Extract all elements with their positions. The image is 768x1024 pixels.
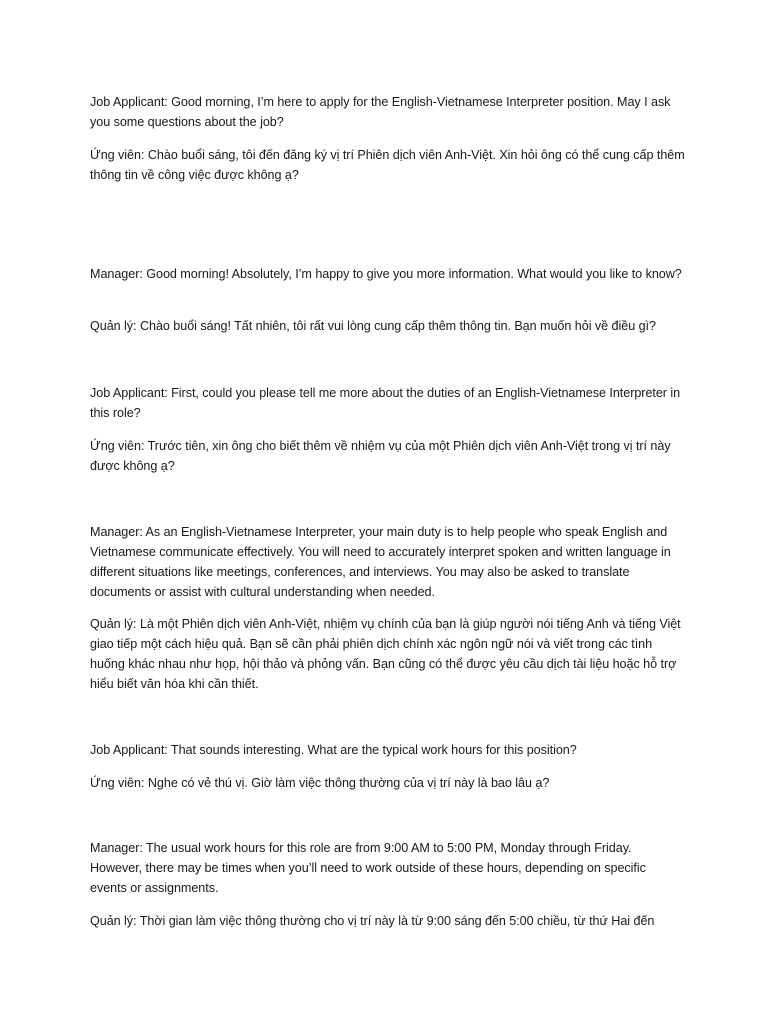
paragraph-applicant-vi-1: Ứng viên: Chào buổi sáng, tôi đến đăng ký vị trí Phiên dịch viên Anh-Việt. Xin hỏi ông có thể cung cấp thêm thông tin về công việc được không ạ? [90, 148, 685, 182]
paragraph-manager-en-2: Manager: As an English-Vietnamese Interpreter, your main duty is to help people who speak English and Vietnamese communicate effectively. You will need to accurately interpret spoken and written language in different situations like meetings, conferences, and interviews. You may also be asked to translate documents or assist with cultural understanding when needed. [90, 525, 671, 599]
paragraph-applicant-en-2: Job Applicant: First, could you please tell me more about the duties of an English-Vietnamese Interpreter in this role? [90, 386, 681, 420]
paragraph-manager-en-1: Manager: Good morning! Absolutely, I’m happy to give you more information. What would you like to know? [90, 267, 682, 281]
paragraph-applicant-vi-3: Ứng viên: Nghe có vẻ thú vị. Giờ làm việc thông thường của vị trí này là bao lâu ạ? [90, 776, 550, 790]
paragraph-applicant-en-1: Job Applicant: Good morning, I’m here to apply for the English-Vietnamese Interpreter position. May I ask you some questions about the job? [90, 95, 671, 129]
paragraph-manager-vi-3: Quản lý: Thời gian làm việc thông thường cho vị trí này là từ 9:00 sáng đến 5:00 chiều, từ thứ Hai đến [90, 914, 655, 928]
paragraph-applicant-vi-2: Ứng viên: Trước tiên, xin ông cho biết thêm về nhiệm vụ của một Phiên dịch viên Anh-Việt trong vị trí này được không ạ? [90, 439, 671, 473]
paragraph-manager-vi-2: Quản lý: Là một Phiên dịch viên Anh-Việt, nhiệm vụ chính của bạn là giúp người nói tiếng Anh và tiếng Việt giao tiếp một cách hiệu quả. Bạn sẽ cần phải phiên dịch chính xác ngôn ngữ nói và viết trong các tình huống khác nhau như họp, hội thảo và phỏng vấn. Bạn cũng có thể được yêu cầu dịch tài liệu hoặc hỗ trợ hiểu biết văn hóa khi cần thiết. [90, 617, 681, 691]
paragraph-applicant-en-3: Job Applicant: That sounds interesting. What are the typical work hours for this position? [90, 743, 577, 757]
paragraph-manager-vi-1: Quản lý: Chào buổi sáng! Tất nhiên, tôi rất vui lòng cung cấp thêm thông tin. Bạn muốn hỏi về điều gì? [90, 319, 656, 333]
paragraph-manager-en-3: Manager: The usual work hours for this role are from 9:00 AM to 5:00 PM, Monday through Friday. However, there may be times when you’ll need to work outside of these hours, depending on specific events or assignments. [90, 841, 646, 895]
